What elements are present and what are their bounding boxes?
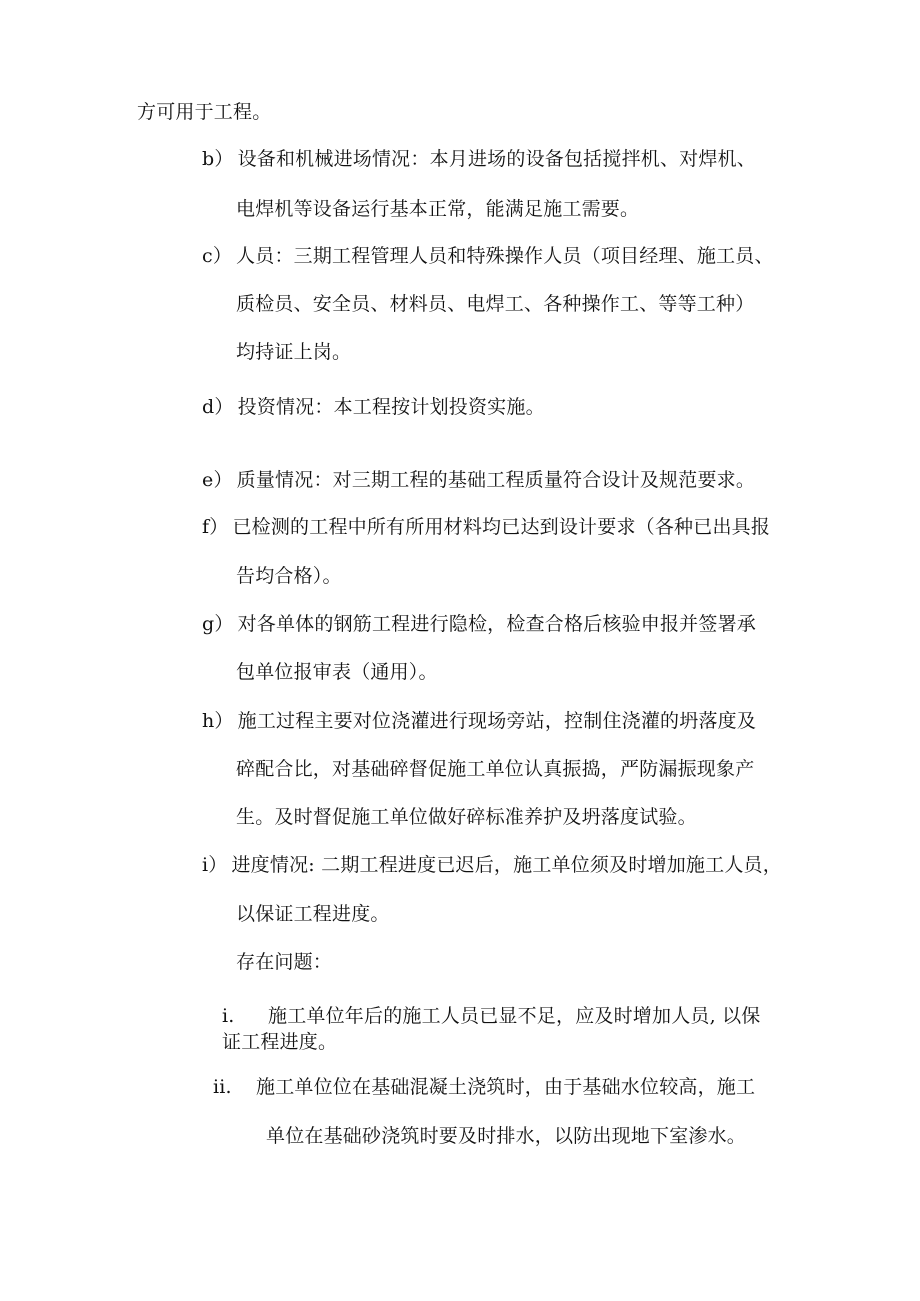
item-c-marker: c） — [202, 245, 233, 267]
item-i-line-1 — [202, 853, 782, 877]
item-i-marker: i） — [202, 854, 228, 876]
item-d-marker: d） — [202, 396, 234, 418]
item-c-line-2: 质检员、安全员、材料员、电焊工、各种操作工、等等工种） — [236, 293, 755, 315]
item-f-line-2: 告均合格）。 — [236, 565, 342, 587]
issue-1-line-1: 施工单位年后的施工人员已显不足，应及时增加人员, 以保 — [268, 1005, 761, 1027]
item-g-line-1 — [202, 612, 756, 636]
item-f-line-1 — [202, 515, 770, 539]
issues-heading: 存在问题： — [236, 951, 333, 973]
item-g-marker: g） — [202, 613, 234, 635]
item-h-line-2: 碎配合比，对基础碎督促施工单位认真振捣，严防漏振现象产 — [236, 758, 755, 780]
issue-2-marker: ii. — [213, 1076, 232, 1098]
item-e-marker: e） — [202, 469, 233, 491]
item-f-text-1: 已检测的工程中所有所用材料均已达到设计要求（各种已出具报 — [232, 516, 771, 538]
issue-1-line-2: 证工程进度。 — [222, 1031, 338, 1053]
item-h-line-3: 生。及时督促施工单位做好碎标准养护及坍落度试验。 — [236, 806, 697, 828]
item-h-marker: h） — [202, 710, 234, 732]
item-b-line-1 — [202, 147, 756, 171]
item-b-text-1: 设备和机械进场情况：本月进场的设备包括搅拌机、对焊机、 — [237, 148, 756, 170]
continuation-text: 方可用于工程。 — [137, 101, 272, 123]
item-d-line-1 — [202, 395, 545, 419]
item-c-text-1: 人员：三期工程管理人员和特殊操作人员（项目经理、施工员、 — [236, 245, 774, 267]
item-h-line-1 — [202, 709, 756, 733]
item-b-marker: b） — [202, 148, 234, 170]
item-g-text-1: 对各单体的钢筋工程进行隐检，检查合格后核验申报并签署承 — [237, 613, 756, 635]
item-h-text-1: 施工过程主要对位浇灌进行现场旁站，控制住浇灌的坍落度及 — [237, 710, 757, 732]
item-b-line-2: 电焊机等设备运行基本正常，能满足施工需要。 — [236, 198, 640, 220]
item-i-line-2: 以保证工程进度。 — [236, 903, 390, 925]
item-c-line-3: 均持证上岗。 — [236, 341, 352, 363]
item-e-text-1: 质量情况：对三期工程的基础工程质量符合设计及规范要求。 — [236, 469, 756, 491]
issue-2-line-1: 施工单位位在基础混凝土浇筑时，由于基础水位较高，施工 — [256, 1076, 756, 1098]
item-e-line-1 — [202, 468, 755, 492]
item-i-text-1: 进度情况: 二期工程进度已迟后，施工单位须及时增加施工人员， — [231, 854, 782, 876]
item-d-text-1: 投资情况：本工程按计划投资实施。 — [237, 396, 545, 418]
item-f-marker: f） — [202, 516, 229, 538]
issue-1-marker: i. — [222, 1005, 235, 1027]
item-g-line-2: 包单位报审表（通用）。 — [236, 661, 438, 683]
item-c-line-1 — [202, 244, 774, 268]
issue-2-line-2: 单位在基础砂浇筑时要及时排水，以防出现地下室渗水。 — [266, 1125, 747, 1147]
